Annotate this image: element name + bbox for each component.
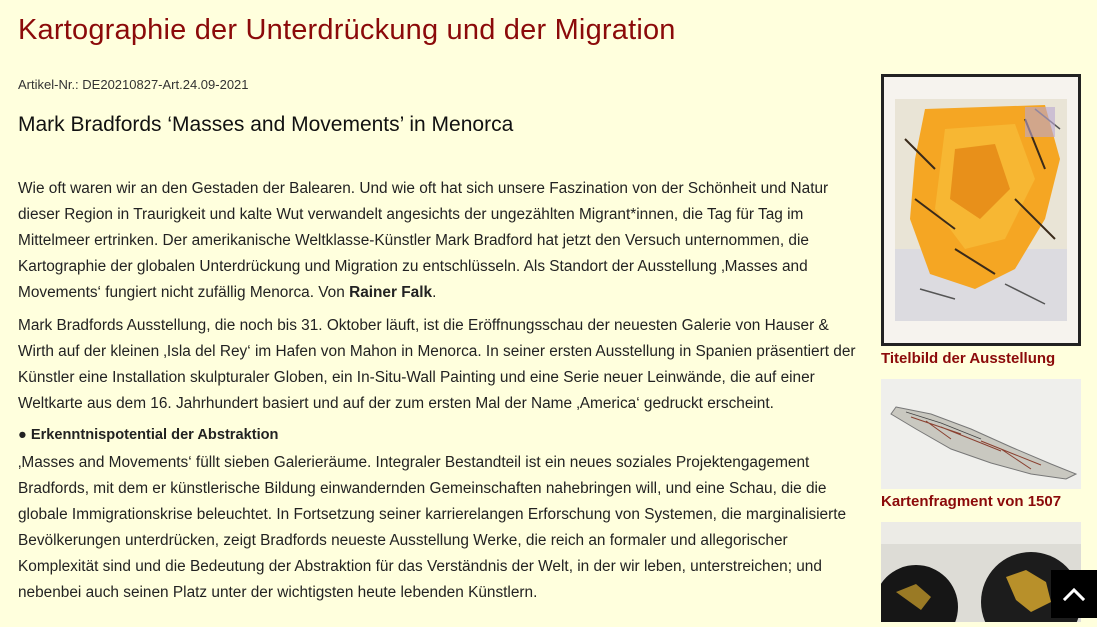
painting-image[interactable] [881, 74, 1081, 346]
paragraph-2: Mark Bradfords Ausstellung, die noch bis 31. Oktober läuft, ist die Eröffnungsschau der neuesten Galerie von Hauser & Wirth auf der kleinen ‚Isla del Rey‘ im Hafen von Mahon in Menorca. In seiner ersten Ausstellung in Spanien präsentiert der Künstler eine Installation skulpturaler Globen, ein In-Situ-Wall Painting und eine Serie neuer Leinwände, die auf einer Weltkarte aus dem 16. Jahrhundert basiert und auf der zum ersten Mal der Name ‚America‘ gedruckt erscheint. [18, 317, 856, 412]
intro-text: Wie oft waren wir an den Gestaden der Balearen. Und wie oft hat sich unsere Faszination von der Schönheit und Natur dieser Region in Traurigkeit und kalte Wut verwandelt angesichts der ungezählten Migrant*innen, die Tag für Tag im Mittelmeer ertrinken. Der amerikanische Weltklasse-Künstler Mark Bradford hat jetzt den Versuch unternommen, die Kartographie der globalen Unterdrückung und Migration zu entschlüsseln. Als Standort der Ausstellung ‚Masses and Movements‘ fungiert nicht zufällig Menorca. Von [18, 180, 829, 301]
intro-end: . [432, 284, 437, 301]
section-heading: ● Erkenntnispotential der Abstraktion [18, 427, 279, 443]
scroll-to-top-button[interactable] [1051, 570, 1097, 618]
image-caption-2: Kartenfragment von 1507 [881, 493, 1062, 510]
article-body [18, 176, 863, 613]
image-sidebar [881, 74, 1081, 622]
article-number: Artikel-Nr.: DE20210827-Art.24.09-2021 [18, 77, 249, 92]
chevron-up-icon [1063, 587, 1085, 601]
page-title: Kartographie der Unterdrückung und der Migration [18, 14, 676, 46]
map-fragment-image[interactable] [881, 379, 1081, 489]
paragraph-3: ‚Masses and Movements‘ füllt sieben Galerieräume. Integraler Bestandteil ist ein neues soziales Projektengagement Bradfords, mit dem er künstlerische Bildung einwandernden Gemeinschaften nahebringen will, und eine Schau, die die globale Immigrationskrise beleuchtet. In Fortsetzung seiner karrierelangen Erforschung von Systemen, die marginalisierte Bevölkerungen unterdrücken, zeigt Bradfords neueste Ausstellung Werke, die reich an formaler und allegorischer Komplexität sind und die Bedeutung der Abstraktion für das Verständnis der Welt, in der wir leben, unterstreichen; und nebenbei auch seinen Platz unter der wichtigsten heute lebenden Künstlern. [18, 454, 847, 601]
image-caption-1: Titelbild der Ausstellung [881, 350, 1056, 367]
author-name: Rainer Falk [349, 284, 433, 301]
article-subtitle: Mark Bradfords ‘Masses and Movements’ in Menorca [18, 113, 514, 136]
intro-paragraph [18, 176, 863, 306]
